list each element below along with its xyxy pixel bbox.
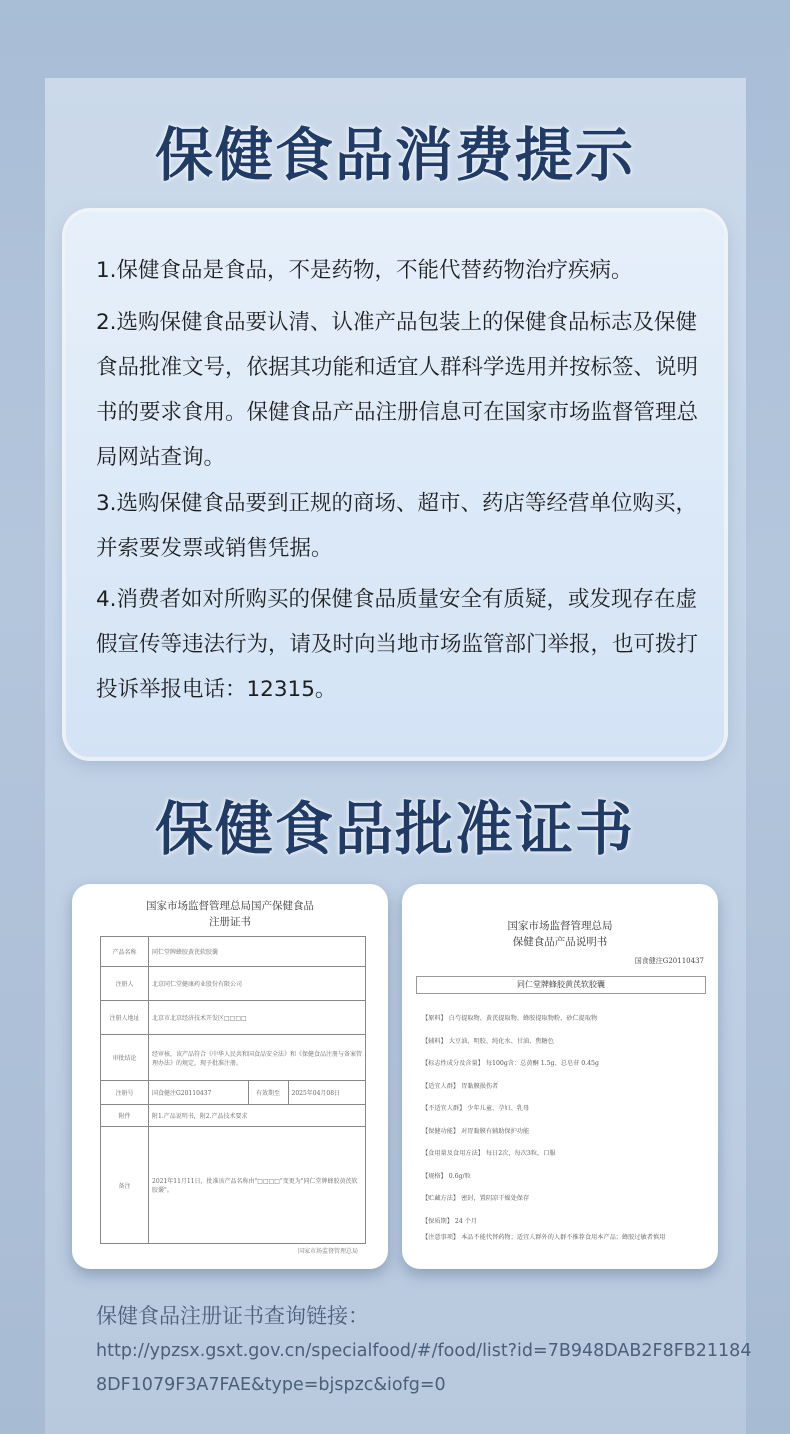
instruction-line: 【原料】 白芍提取物、黄芪提取物、蜂胶提取物粉、砂仁提取物: [422, 1015, 598, 1022]
tip-item-1: 1.保健食品是食品，不是药物，不能代替药物治疗疾病。: [96, 258, 633, 283]
instruction-line: 【贮藏方法】 密封，置阴凉干燥处保存: [422, 1195, 530, 1202]
product-name: 同仁堂牌蜂胶黄芪软胶囊: [416, 976, 706, 994]
registration-certificate: [72, 884, 388, 1269]
instruction-line: 【注意事项】 本品不能代替药物；适宜人群外的人群不推荐食用本产品；蜂胶过敏者慎用: [422, 1234, 666, 1241]
instruction-heading: 国家市场监督管理总局 保健食品产品说明书: [507, 920, 613, 948]
product-instruction-sheet: [402, 884, 718, 1269]
consumer-tips-title: 保健食品消费提示: [154, 121, 635, 189]
instruction-lines: [422, 1008, 702, 1242]
tip-item-2: 2.选购保健食品要认清、认准产品包装上的保健食品标志及保健食品批准文号，依据其功能和适宜人群科学选用并按标签、说明书的要求食用。保健食品产品注册信息可在国家市场监督管理总局网站查询。: [96, 310, 699, 470]
official-seal: 国家市场监督管理总局: [298, 1248, 359, 1255]
instruction-line: 【食用量及食用方法】 每日2次，每次3粒，口服: [422, 1150, 556, 1157]
query-link-title: 保健食品注册证书查询链接：: [96, 1304, 369, 1328]
instruction-line: 【规格】 0.6g/粒: [422, 1172, 471, 1180]
instruction-line: 【保健功能】 对胃黏膜有辅助保护功能: [422, 1127, 530, 1135]
certificate-heading: 国家市场监督管理总局国产保健食品 注册证书: [146, 900, 314, 928]
tip-item-4: 4.消费者如对所购买的保健食品质量安全有质疑，或发现存在虚假宣传等违法行为，请及时向当地市场监管部门举报，也可拨打投诉举报电话：12315。: [96, 587, 699, 702]
certificate-table: 产品名称 同仁堂牌蜂胶黄芪软胶囊 注册人 北京同仁堂健康药业股份有限公司 注册人地址 北京市北京经济技术开发区□□□□ 审批结论 经审核，该产品符合《中华人民共和国食品安全法》和《保健食品注册与备案管理办法》的规定，现予批准注册。 注册号 国食健注G20110437 有效期至 2025年04月08日 附件 附1.产品说明书，附2.产品技术要求 备注 2021年11月11日，批准该产品名称由"□□□□"变更为"同仁堂牌蜂胶黄芪软胶囊"。: [100, 936, 366, 1244]
registration-number: 国食健注G20110437: [634, 957, 704, 965]
instruction-line: 【适宜人群】 胃黏膜损伤者: [422, 1082, 499, 1090]
approval-certificate-title: 保健食品批准证书: [154, 795, 635, 863]
instruction-line: 【辅料】 大豆油、明胶、纯化水、甘油、焦糖色: [422, 1037, 554, 1045]
tip-item-3: 3.选购保健食品要到正规的商场、超市、药店等经营单位购买，并索要发票或销售凭据。: [96, 491, 698, 561]
instruction-line: 【不适宜人群】 少年儿童、孕妇、乳母: [422, 1105, 530, 1112]
instruction-line: 【保质期】 24 个月: [422, 1217, 478, 1225]
query-link-url[interactable]: http://ypzsx.gsxt.gov.cn/specialfood/#/food/list?id=7B948DAB2F8FB211848DF1079F3A7FAE&type=bjspzc&iofg=0: [96, 1341, 752, 1395]
instruction-line: 【标志性成分及含量】 每100g含：总黄酮 1.5g、总皂苷 0.45g: [422, 1060, 599, 1067]
